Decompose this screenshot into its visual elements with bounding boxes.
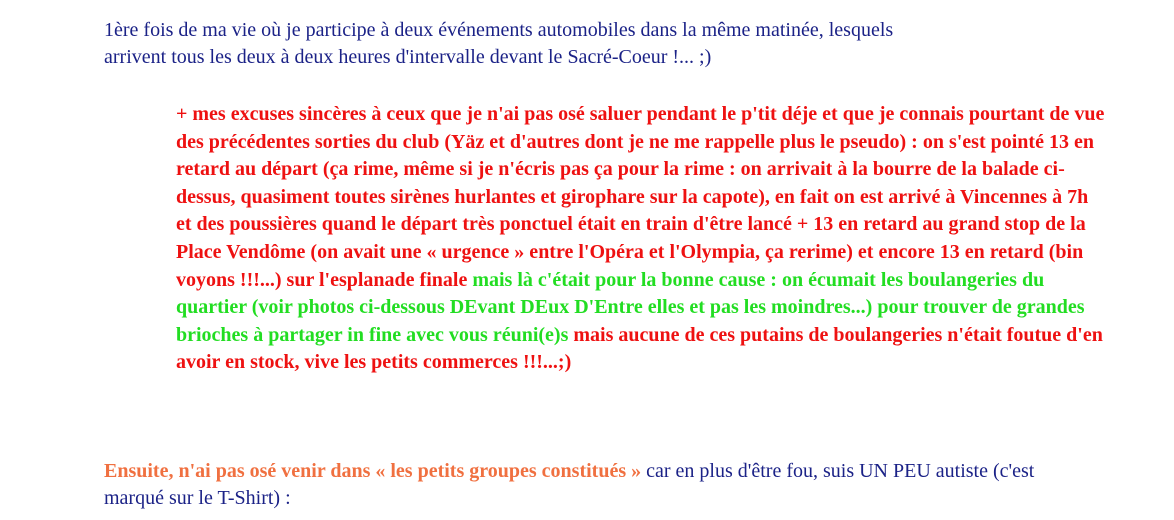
apology-paragraph xyxy=(176,101,1106,377)
intro-paragraph xyxy=(104,17,1064,71)
outro-paragraph xyxy=(104,458,1064,512)
apology-red-text-2: mais aucune de ces putains de boulangeries n'était foutue d'en avoir en stock, vive les petits commerces !!!...;) xyxy=(176,323,1103,374)
intro-line-1: 1ère fois de ma vie où je participe à deux événements automobiles dans la même matinée, lesquels xyxy=(104,19,894,41)
apology-green-text: mais là c'était pour la bonne cause : on écumait les boulangeries du quartier (voir photos ci-dessous DEvant DEux D'Entre elles et pas les moindres...) pour trouver de grandes brioches à partager in fine avec vous réuni(e)s xyxy=(176,268,1085,346)
apology-red-text-1: + mes excuses sincères à ceux que je n'ai pas osé saluer pendant le p'tit déje et que je connais pourtant de vue des précédentes sorties du club (Yäz et d'autres dont je ne me rappelle plus le pseudo) : on s'est pointé 13 en retard au départ (ça rime, même si je n'écris pas ça pour la rime : on arrivait à la bourre de la balade ci-dessus, quasiment toutes sirènes hurlantes et girophare sur la capote), en fait on est arrivé à Vincennes à 7h et des poussières quand le départ très ponctuel était en train d'être lancé + 13 en retard au grand stop de la Place Vendôme (on avait une « urgence » entre l'Opéra et l'Olympia, ça rerime) et encore 13 en retard (bin voyons !!!...) sur l'esplanade finale xyxy=(176,103,1105,291)
outro-orange-text: Ensuite, n'ai pas osé venir dans « les petits groupes constitués » xyxy=(104,460,642,482)
intro-line-2: arrivent tous les deux à deux heures d'intervalle devant le Sacré-Coeur !... ;) xyxy=(104,46,712,68)
outro-blue-text: car en plus d'être fou, suis UN PEU autiste (c'est marqué sur le T-Shirt) : xyxy=(104,460,1035,509)
